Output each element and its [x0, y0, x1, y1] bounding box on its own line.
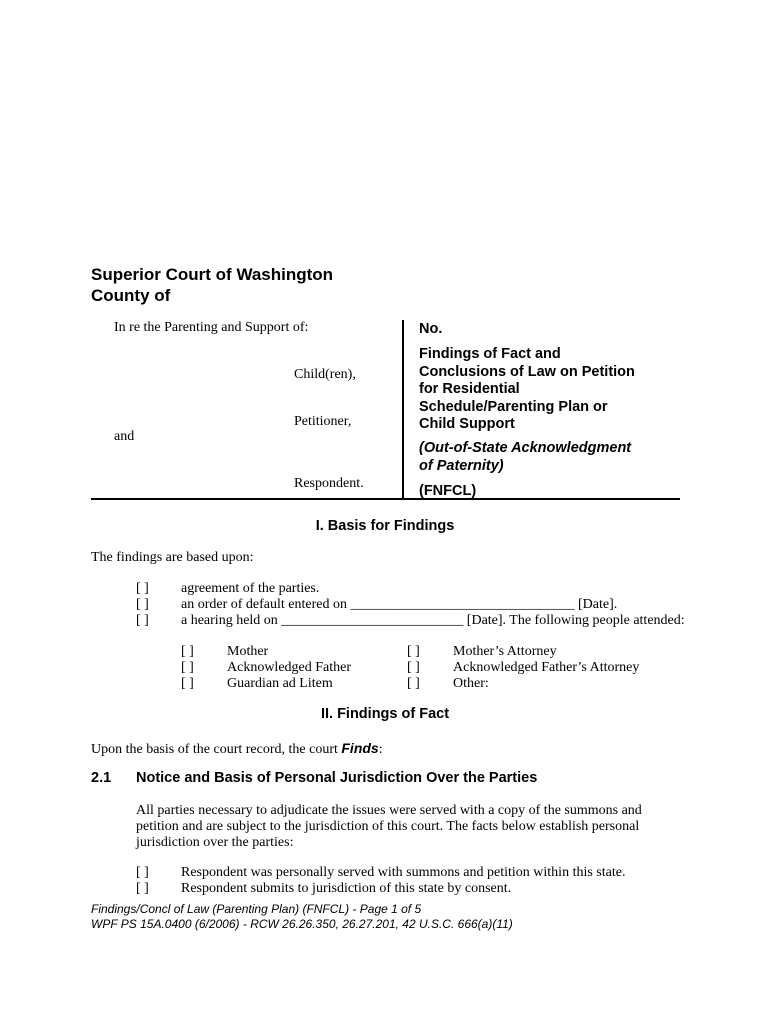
checkbox[interactable]: [ ] — [136, 881, 149, 896]
title-line: Child Support — [419, 416, 515, 432]
checkbox[interactable]: [ ] — [136, 613, 149, 628]
attendee-guardian: Guardian ad Litem — [227, 676, 333, 691]
children-label: Child(ren), — [294, 367, 356, 382]
case-number-label: No. — [419, 321, 443, 337]
checkbox[interactable]: [ ] — [181, 660, 194, 675]
title-line: for Residential — [419, 381, 520, 397]
document-subtitle — [419, 440, 631, 475]
and-label: and — [114, 429, 135, 444]
title-line: Schedule/Parenting Plan or — [419, 398, 608, 415]
intro-text: Upon the basis of the court record, the court — [91, 742, 342, 757]
subsection-number: 2.1 — [91, 770, 112, 786]
basis-option-hearing: a hearing held on __________________________ [Date]. The following people attended: — [181, 613, 685, 628]
basis-option-agreement: agreement of the parties. — [181, 581, 320, 596]
subtitle-line: (Out-of-State Acknowledgment — [419, 440, 632, 456]
checkbox[interactable]: [ ] — [407, 644, 420, 659]
subsection-title: Notice and Basis of Personal Jurisdiction Over the Parties — [136, 770, 538, 786]
footer-line-1: Findings/Concl of Law (Parenting Plan) (FNFCL) - Page 1 of 5 — [91, 902, 422, 916]
footer-line-2: WPF PS 15A.0400 (6/2006) - RCW 26.26.350, 26.27.201, 42 U.S.C. 666(a)(11) — [91, 917, 513, 931]
attendee-father: Acknowledged Father — [227, 660, 352, 675]
respondent-label: Respondent. — [294, 476, 364, 491]
section-1-intro: The findings are based upon: — [91, 550, 254, 565]
section-2-intro — [91, 740, 383, 758]
checkbox[interactable]: [ ] — [407, 660, 420, 675]
checkbox[interactable]: [ ] — [407, 676, 420, 691]
petitioner-label: Petitioner, — [294, 414, 352, 429]
attendee-father-attorney: Acknowledged Father’s Attorney — [453, 660, 640, 675]
county-label: County of — [91, 286, 171, 305]
checkbox[interactable]: [ ] — [181, 676, 194, 691]
in-re-label: In re the Parenting and Support of: — [114, 320, 309, 335]
title-line: Conclusions of Law on Petition — [419, 363, 635, 380]
form-code: (FNFCL) — [419, 483, 477, 499]
finds-emphasis: Finds — [341, 740, 379, 756]
subtitle-line: of Paternity) — [419, 457, 504, 474]
caption-vertical-divider — [402, 320, 404, 500]
court-name: Superior Court of Washington — [91, 265, 334, 284]
attendee-mother: Mother — [227, 644, 269, 659]
checkbox[interactable]: [ ] — [136, 865, 149, 880]
basis-option-default: an order of default entered on ________________________________ [Date]. — [181, 597, 618, 612]
checkbox[interactable]: [ ] — [136, 581, 149, 596]
section-1-heading: I. Basis for Findings — [315, 518, 455, 534]
document-title — [419, 346, 635, 434]
intro-colon: : — [378, 742, 383, 757]
section-2-heading: II. Findings of Fact — [320, 706, 450, 722]
jurisdiction-option-consent: Respondent submits to jurisdiction of this state by consent. — [181, 881, 512, 896]
checkbox[interactable]: [ ] — [181, 644, 194, 659]
attendee-other: Other: — [453, 676, 489, 691]
caption-horizontal-divider — [91, 498, 680, 500]
title-line: Findings of Fact and — [419, 346, 561, 362]
jurisdiction-option-served: Respondent was personally served with summons and petition within this state. — [181, 865, 626, 880]
jurisdiction-paragraph: All parties necessary to adjudicate the issues were served with a copy of the summons and petition and are subject to the jurisdiction of this court. The facts below establish personal jurisdiction over the parties: — [136, 803, 642, 850]
attendee-mother-attorney: Mother’s Attorney — [453, 644, 557, 659]
checkbox[interactable]: [ ] — [136, 597, 149, 612]
